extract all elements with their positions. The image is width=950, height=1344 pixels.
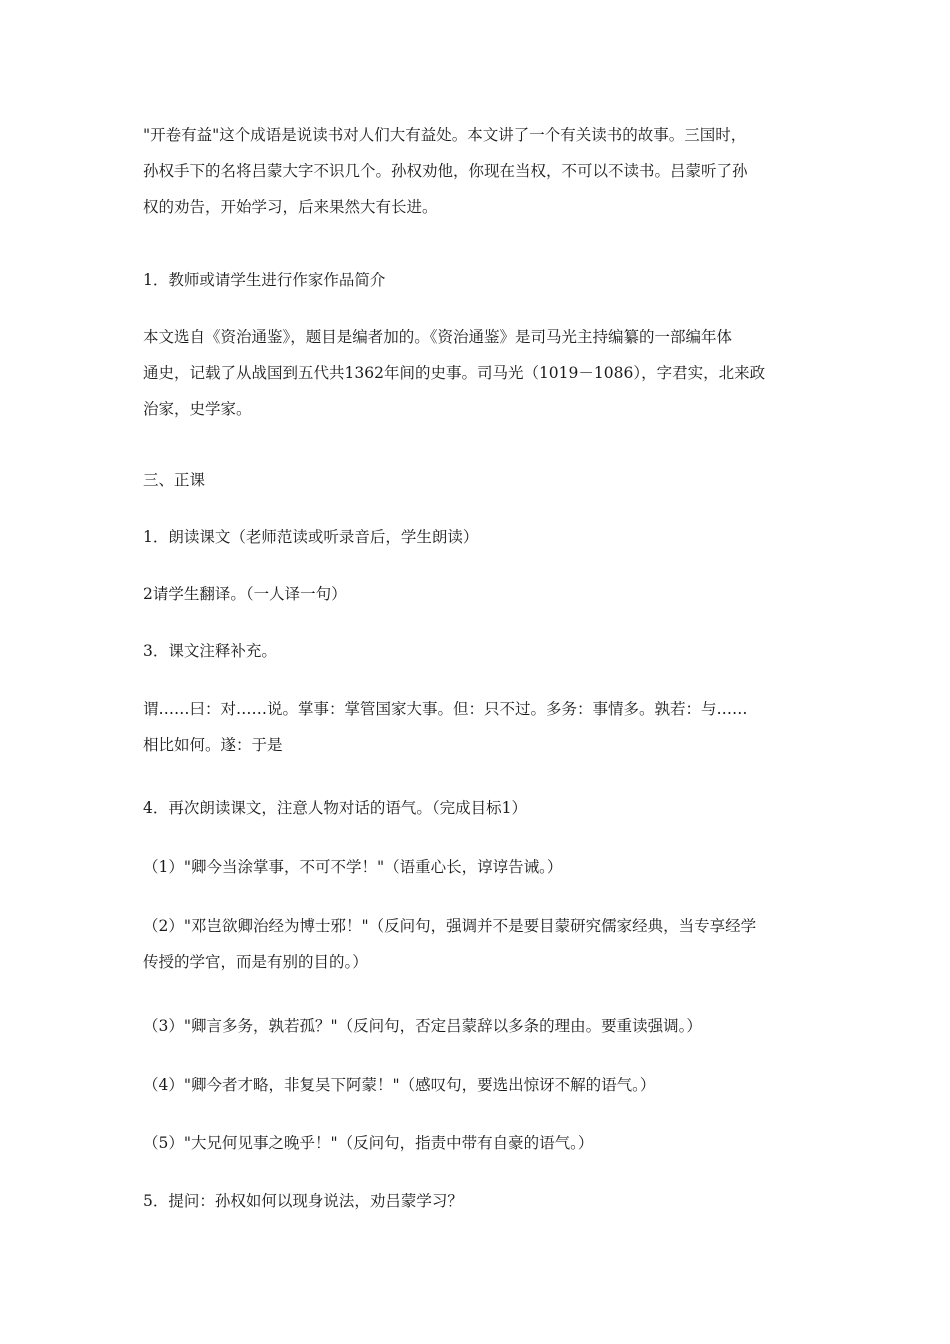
step-question: 5．提问：孙权如何以现身说法，劝吕蒙学习？ (143, 1192, 463, 1210)
text-line: 权的劝告，开始学习，后来果然大有长进。 (143, 198, 438, 216)
intro-paragraph (143, 117, 815, 225)
text-line: （2）"邓岂欲卿治经为博士邪！"（反问句，强调并不是要目蒙研究儒家经典，当专享经学 (143, 917, 757, 935)
dialogue-quote-1: （1）"卿今当涂掌事，不可不学！"（语重心长，谆谆告诫。） (143, 858, 563, 876)
dialogue-quote-4: （4）"卿今者才略，非复吴下阿蒙！"（感叹句，要选出惊讶不解的语气。） (143, 1076, 656, 1094)
text-line: "开卷有益"这个成语是说读书对人们大有益处。本文讲了一个有关读书的故事。三国时， (143, 126, 747, 144)
text-line: 治家，史学家。 (143, 400, 252, 418)
step-reread: 4．再次朗读课文，注意人物对话的语气。（完成目标1） (143, 799, 527, 817)
author-item-heading: 1．教师或请学生进行作家作品简介 (143, 271, 386, 289)
step-read-aloud: 1．朗读课文（老师范读或听录音后，学生朗读） (143, 528, 479, 546)
step-annotations: 3．课文注释补充。 (143, 642, 277, 660)
text-line: 孙权手下的名将吕蒙大字不识几个。孙权劝他，你现在当权，不可以不读书。吕蒙听了孙 (143, 162, 748, 180)
text-line: 谓……曰：对……说。掌事：掌管国家大事。但：只不过。多务：事情多。孰若：与…… (143, 700, 748, 718)
annotation-notes (143, 691, 815, 763)
step-translate: 2请学生翻译。（一人译一句） (143, 585, 347, 603)
author-intro-paragraph (143, 319, 815, 427)
dialogue-quote-5: （5）"大兄何见事之晚乎！"（反问句，指责中带有自豪的语气。） (143, 1134, 594, 1152)
text-line: 相比如何。遂：于是 (143, 736, 283, 754)
text-line: 本文选自《资治通鉴》，题目是编者加的。《资治通鉴》是司马光主持编纂的一部编年体 (143, 328, 733, 346)
dialogue-quote-3: （3）"卿言多务，孰若孤？"（反问句，否定吕蒙辞以多条的理由。要重读强调。） (143, 1017, 702, 1035)
text-line: 通史，记载了从战国到五代共1362年间的史事。司马光（1019－1086），字君实，北来政 (143, 364, 766, 382)
text-line: 传授的学官，而是有别的目的。） (143, 953, 368, 971)
dialogue-quote-2 (143, 908, 815, 980)
section-heading: 三、正课 (143, 471, 206, 489)
